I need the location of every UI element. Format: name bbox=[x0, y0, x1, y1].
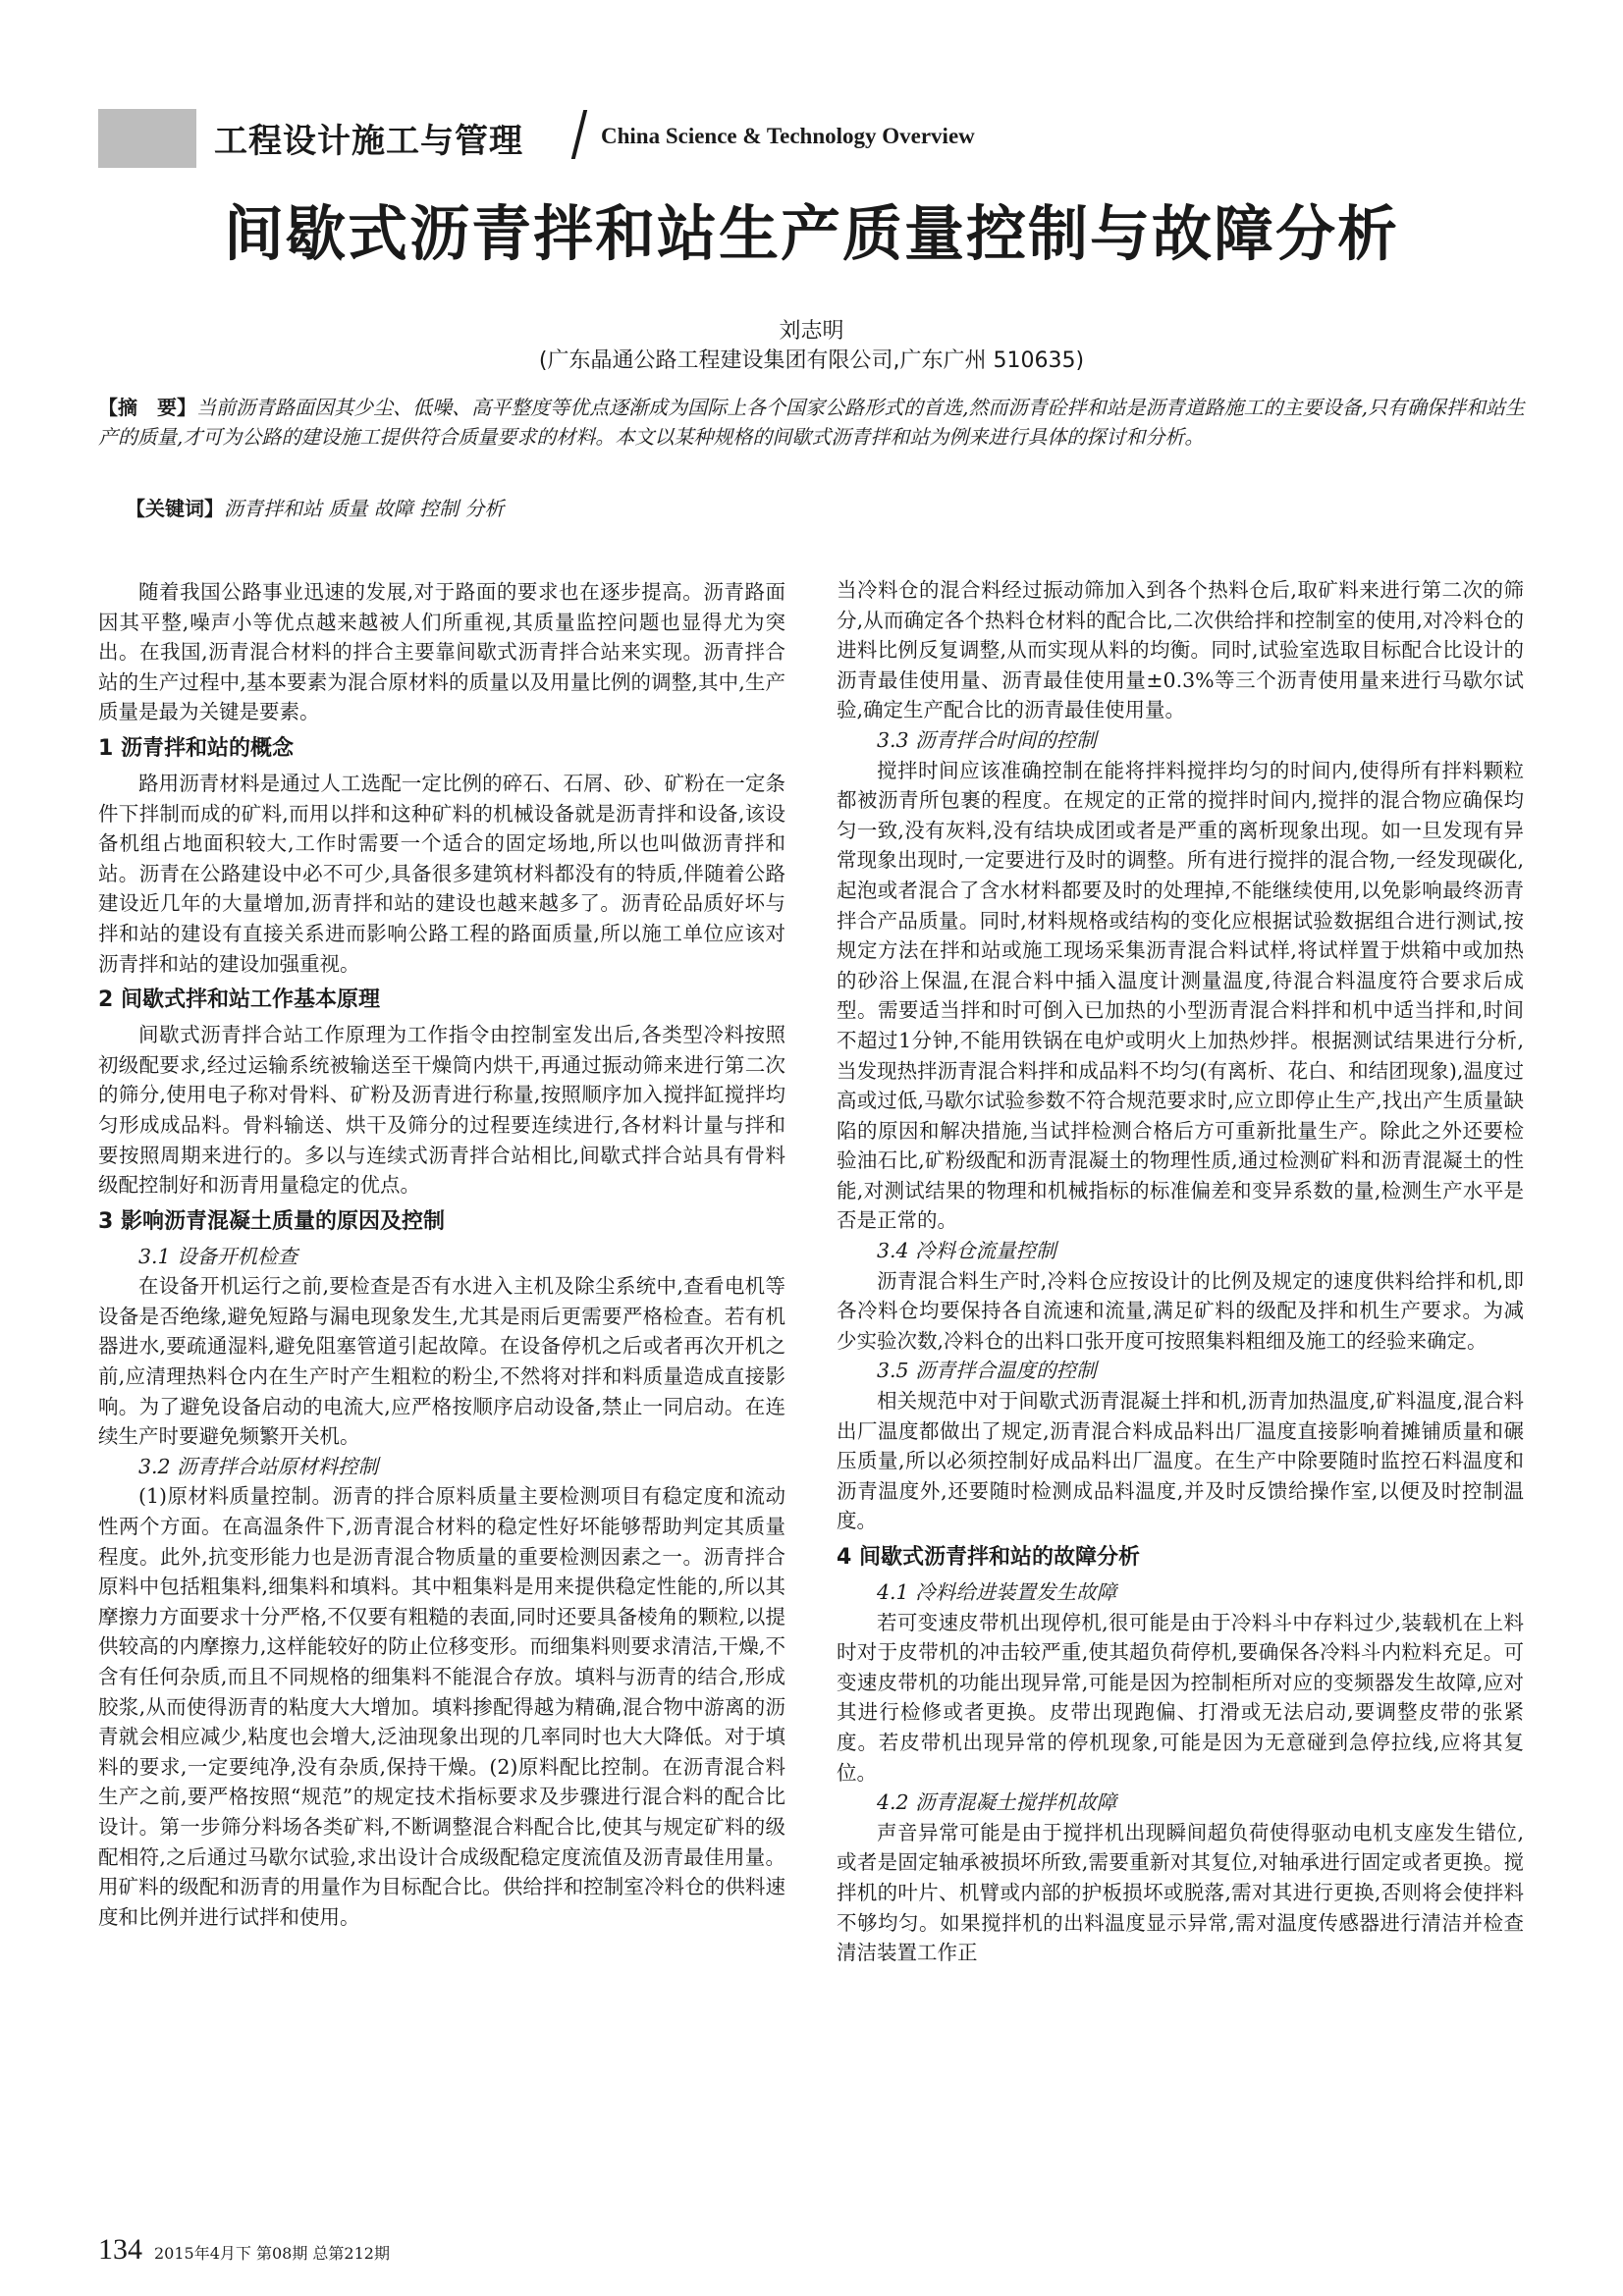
paragraph: 若可变速皮带机出现停机,很可能是由于冷料斗中存料过少,装载机在上料时对于皮带机的冲击较严重,使其超负荷停机,要确保各冷料斗内粒料充足。可变速皮带机的功能出现异常,可能是因为控制柜所对应的变频器发生故障,应对其进行检修或者更换。皮带出现跑偏、打滑或无法启动,要调整皮带的张紧度。若皮带机出现异常的停机现象,可能是因为无意碰到急停拉线,应将其复位。 bbox=[837, 1610, 1524, 1785]
left-column bbox=[98, 577, 785, 2118]
subsection-heading-3-3: 3.3 沥青拌合时间的控制 bbox=[877, 727, 1097, 752]
paragraph: (1)原材料质量控制。沥青的拌合原料质量主要检测项目有稳定度和流动性两个方面。在高温条件下,沥青混合材料的稳定性好坏能够帮助判定其质量程度。此外,抗变形能力也是沥青混合物质量的重要检测因素之一。沥青拌合原料中包括粗集料,细集料和填料。其中粗集料是用来提供稳定性能的,所以其摩擦力方面要求十分严格,不仅要有粗糙的表面,同时还要具备棱角的颗粒,以提供较高的内摩擦力,这样能较好的防止位移变形。而细集料则要求清洁,干燥,不含有任何杂质,而且不同规格的细集料不能混合存放。填料与沥青的结合,形成胶浆,从而使得沥青的粘度大大增加。填料掺配得越为精确,混合物中游离的沥青就会相应减少,粘度也会增大,泛油现象出现的几率同时也大大降低。对于填料的要求,一定要纯净,没有杂质,保持干燥。(2)原料配比控制。在沥青混合料生产之前,要严格按照“规范”的规定技术指标要求及步骤进行混合料的配合比设计。第一步筛分料场各类矿料,不断调整混合料配合比,使其与规定矿料的级配相符,之后通过马歇尔试验,求出设计合成级配稳定度流值及沥青最佳用量。用矿料的级配和沥青的用量作为目标配合比。供给拌和控制室冷料仓的供料速度和比例并进行试拌和使用。 bbox=[98, 1484, 785, 1929]
issue-info: 2015年4月下 第08期 总第212期 bbox=[154, 2244, 390, 2263]
subsection-heading-3-5: 3.5 沥青拌合温度的控制 bbox=[877, 1359, 1097, 1383]
header-gray-block bbox=[98, 109, 196, 168]
section-heading-1: 1 沥青拌和站的概念 bbox=[98, 735, 294, 761]
paragraph: 相关规范中对于间歇式沥青混凝土拌和机,沥青加热温度,矿料温度,混合料出厂温度都做出了规定,沥青混合料成品料出厂温度直接影响着摊铺质量和碾压质量,所以必须控制好成品料出厂温度。在生产中除要随时监控石料温度和沥青温度外,还要随时检测成品料温度,并及时反馈给操作室,以便及时控制温度。 bbox=[837, 1389, 1524, 1533]
paragraph: 沥青混合料生产时,冷料仓应按设计的比例及规定的速度供料给拌和机,即各冷料仓均要保持各自流速和流量,满足矿料的级配及拌和机生产要求。为减少实验次数,冷料仓的出料口张开度可按照集料粗细及施工的经验来确定。 bbox=[837, 1268, 1524, 1353]
subsection-heading-3-1: 3.1 设备开机检查 bbox=[138, 1244, 298, 1268]
section-heading-3: 3 影响沥青混凝土质量的原因及控制 bbox=[98, 1208, 445, 1234]
page-number: 134 bbox=[98, 2233, 142, 2266]
paragraph: 间歇式沥青拌合站工作原理为工作指令由控制室发出后,各类型冷料按照初级配要求,经过运输系统被输送至干燥筒内烘干,再通过振动筛来进行第二次的筛分,使用电子称对骨料、矿粉及沥青进行称量,按照顺序加入搅拌缸搅拌均匀形成成品料。骨料输送、烘干及筛分的过程要连续进行,各材料计量与拌和要按照周期来进行的。多以与连续式沥青拌合站相比,间歇式拌合站具有骨料级配控制好和沥青用量稳定的优点。 bbox=[98, 1023, 785, 1198]
subsection-heading-3-4: 3.4 冷料仓流量控制 bbox=[877, 1239, 1056, 1263]
page-footer bbox=[98, 2233, 390, 2267]
paragraph: 搅拌时间应该准确控制在能将拌料搅拌均匀的时间内,使得所有拌料颗粒都被沥青所包裹的程度。在规定的正常的搅拌时间内,搅拌的混合物应确保均匀一致,没有灰料,没有结块成团或者是严重的离析现象出现。如一旦发现有异常现象出现时,一定要进行及时的调整。所有进行搅拌的混合物,一经发现碳化,起泡或者混合了含水材料都要及时的处理掉,不能继续使用,以免影响最终沥青拌合产品质量。同时,材料规格或结构的变化应根据试验数据组合进行测试,按规定方法在拌和站或施工现场采集沥青混合料试样,将试样置于烘箱中或加热的砂浴上保温,在混合料中插入温度计测量温度,待混合料温度符合要求后成型。需要适当拌和时可倒入已加热的小型沥青混合料拌和机中适当拌和,时间不超过1分钟,不能用铁锅在电炉或明火上加热炒拌。根据测试结果进行分析,当发现热拌沥青混合料拌和成品料不均匀(有离析、花白、和结团现象),温度过高或过低,马歇尔试验参数不符合规范要求时,应立即停止生产,找出产生质量缺陷的原因和解决措施,当试拌检测合格后方可重新批量生产。除此之外还要检验油石比,矿粉级配和沥青混凝土的物理性质,通过检测矿料和沥青混凝土的性能,对测试结果的物理和机械指标的标准偏差和变异系数的量,检测生产水平是否是正常的。 bbox=[837, 758, 1524, 1233]
author-affiliation: (广东晶通公路工程建设集团有限公司,广东广州 510635) bbox=[538, 348, 1085, 373]
subsection-heading-4-1: 4.1 冷料给进装置发生故障 bbox=[877, 1580, 1117, 1604]
keywords-text: 沥青拌和站 质量 故障 控制 分析 bbox=[224, 497, 505, 520]
subsection-heading-4-2: 4.2 沥青混凝土搅拌机故障 bbox=[877, 1790, 1117, 1815]
keywords-label: 【关键词】 bbox=[126, 497, 224, 520]
keywords bbox=[126, 494, 1500, 523]
journal-name: China Science & Technology Overview bbox=[601, 124, 975, 148]
section-heading-2: 2 间歇式拌和站工作基本原理 bbox=[98, 988, 380, 1013]
abstract-text: 当前沥青路面因其少尘、低噪、高平整度等优点逐渐成为国际上各个国家公路形式的首选,然而沥青砼拌和站是沥青道路施工的主要设备,只有确保拌和站生产的质量,才可为公路的建设施工提供符合质量要求的材料。本文以某种规格的间歇式沥青拌和站为例来进行具体的探讨和分析。 bbox=[98, 396, 1526, 449]
header-divider bbox=[571, 110, 587, 159]
intro-paragraph: 随着我国公路事业迅速的发展,对于路面的要求也在逐步提高。沥青路面因其平整,噪声小等优点越来越被人们所重视,其质量监控问题也显得尤为突出。在我国,沥青混合材料的拌合主要靠间歇式沥青拌合站来实现。沥青拌合站的生产过程中,基本要素为混合原材料的质量以及用量比例的调整,其中,生产质量是最为关键是要素。 bbox=[98, 580, 785, 724]
right-column bbox=[837, 575, 1524, 2116]
continued-paragraph: 当冷料仓的混合料经过振动筛加入到各个热料仓后,取矿料来进行第二次的筛分,从而确定各个热料仓材料的配合比,二次供给拌和控制室的使用,对冷料仓的进料比例反复调整,从而实现从料的均衡。同时,试验室选取目标配合比设计的沥青最佳使用量、沥青最佳使用量±0.3%等三个沥青使用量来进行马歇尔试验,确定生产配合比的沥青最佳使用量。 bbox=[837, 578, 1524, 722]
section-heading-4: 4 间歇式沥青拌和站的故障分析 bbox=[837, 1545, 1140, 1570]
abstract bbox=[98, 393, 1525, 452]
paragraph: 声音异常可能是由于搅拌机出现瞬间超负荷使得驱动电机支座发生错位,或者是固定轴承被损坏所致,需要重新对其复位,对轴承进行固定或者更换。搅拌机的叶片、机臂或内部的护板损坏或脱落,需对其进行更换,否则将会使拌料不够均匀。如果搅拌机的出料温度显示异常,需对温度传感器进行清洁并检查清洁装置工作正 bbox=[837, 1820, 1524, 1965]
page-header bbox=[0, 0, 1623, 177]
paragraph: 路用沥青材料是通过人工选配一定比例的碎石、石屑、砂、矿粉在一定条件下拌制而成的矿料,而用以拌和这种矿料的机械设备就是沥青拌和设备,该设备机组占地面积较大,工作时需要一个适合的固定场地,所以也叫做沥青拌和站。沥青在公路建设中必不可少,具备很多建筑材料都没有的特质,伴随着公路建设近几年的大量增加,沥青拌和站的建设也越来越多了。沥青砼品质好坏与拌和站的建设有直接关系进而影响公路工程的路面质量,所以施工单位应该对沥青拌和站的建设加强重视。 bbox=[98, 771, 785, 976]
article-title: 间歇式沥青拌和站生产质量控制与故障分析 bbox=[223, 199, 1399, 269]
abstract-label: 【摘 要】 bbox=[98, 396, 197, 419]
section-title: 工程设计施工与管理 bbox=[214, 122, 523, 161]
paragraph: 在设备开机运行之前,要检查是否有水进入主机及除尘系统中,查看电机等设备是否绝缘,避免短路与漏电现象发生,尤其是雨后更需要严格检查。若有机器进水,要疏通湿料,避免阻塞管道引起故障。在设备停机之后或者再次开机之前,应清理热料仓内在生产时产生粗粒的粉尘,不然将对拌和料质量造成直接影响。为了避免设备启动的电流大,应严格按顺序启动设备,禁止一同启动。在连续生产时要避免频繁开关机。 bbox=[98, 1274, 785, 1449]
author-name: 刘志明 bbox=[779, 319, 844, 344]
subsection-heading-3-2: 3.2 沥青拌合站原材料控制 bbox=[138, 1454, 379, 1478]
